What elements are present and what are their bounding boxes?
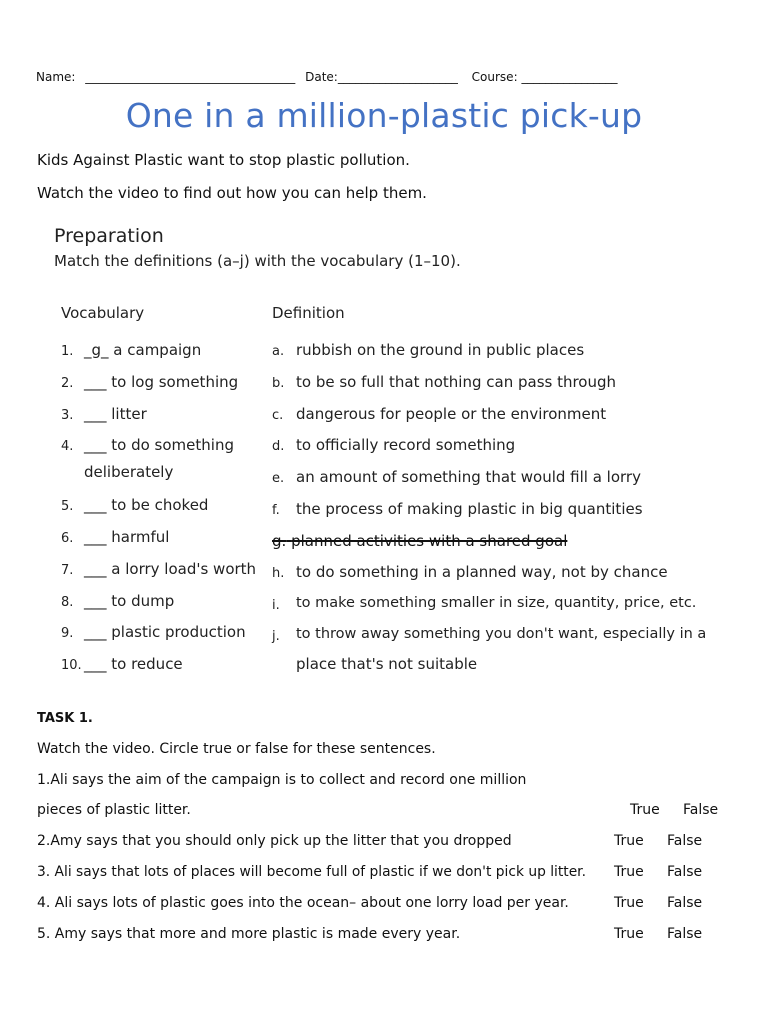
vocabulary-header: Vocabulary (61, 304, 145, 322)
definition-example-struck (272, 532, 567, 550)
vocab-number: 9. (61, 626, 74, 641)
definition-letter: h. (272, 566, 285, 581)
task-title: TASK 1. (37, 711, 93, 726)
false-option[interactable]: False (667, 833, 703, 849)
definition-letter: g. (272, 532, 287, 550)
definition-item: to make something smaller in size, quantity, price, etc. (296, 595, 697, 611)
definition-letter: e. (272, 471, 285, 486)
definition-item: to do something in a planned way, not by chance (296, 563, 668, 581)
definition-item: the process of making plastic in big quantities (296, 500, 643, 518)
preparation-title: Preparation (54, 225, 164, 247)
definition-letter: j. (272, 629, 280, 644)
false-option[interactable]: False (667, 864, 703, 880)
vocab-item: ___ harmful (84, 528, 170, 546)
false-option[interactable]: False (667, 926, 703, 942)
definition-item: to throw away something you don't want, especially in a (296, 626, 707, 642)
definition-item-continued: place that's not suitable (296, 655, 478, 673)
true-option[interactable]: True (614, 895, 644, 911)
vocab-item: ___ to do something (84, 436, 234, 454)
statement-1-line-1: 1.Ali says the aim of the campaign is to collect and record one million (37, 772, 527, 788)
name-field[interactable]: ___________________________________ (85, 70, 296, 84)
definition-header: Definition (272, 304, 345, 322)
true-option[interactable]: True (630, 802, 660, 818)
true-option[interactable]: True (614, 864, 644, 880)
statement-3: 3. Ali says that lots of places will become full of plastic if we don't pick up litter. (37, 864, 586, 880)
vocab-number: 3. (61, 408, 74, 423)
definition-item: to officially record something (296, 436, 516, 454)
student-info-line (36, 70, 617, 84)
vocab-number: 1. (61, 344, 74, 359)
vocab-number: 5. (61, 499, 74, 514)
definition-letter: c. (272, 408, 284, 423)
date-label: Date: (305, 70, 338, 84)
definition-item: planned activities with a shared goal (291, 532, 568, 550)
vocab-number: 10. (61, 658, 82, 673)
vocab-number: 4. (61, 439, 74, 454)
vocab-number: 7. (61, 563, 74, 578)
vocab-item: ___ to be choked (84, 496, 209, 514)
definition-letter: d. (272, 439, 285, 454)
definition-item: to be so full that nothing can pass through (296, 373, 617, 391)
true-option[interactable]: True (614, 926, 644, 942)
definition-letter: i. (272, 598, 280, 613)
definition-item: dangerous for people or the environment (296, 405, 607, 423)
task-instruction: Watch the video. Circle true or false for these sentences. (37, 741, 436, 757)
course-field[interactable]: ________________ (521, 70, 618, 84)
definition-letter: a. (272, 344, 285, 359)
definition-item: rubbish on the ground in public places (296, 341, 585, 359)
vocab-item: ___ plastic production (84, 623, 246, 641)
intro-line-2: Watch the video to find out how you can help them. (37, 184, 427, 202)
statement-4: 4. Ali says lots of plastic goes into the ocean– about one lorry load per year. (37, 895, 569, 911)
vocab-item: ___ to log something (84, 373, 239, 391)
vocab-item-continued: deliberately (84, 463, 174, 481)
definition-item: an amount of something that would fill a lorry (296, 468, 641, 486)
vocab-number: 2. (61, 376, 74, 391)
name-label: Name: (36, 70, 76, 84)
vocab-number: 6. (61, 531, 74, 546)
false-option[interactable]: False (683, 802, 719, 818)
vocab-item: _g_ a campaign (84, 341, 202, 359)
statement-5: 5. Amy says that more and more plastic is made every year. (37, 926, 461, 942)
statement-1-line-2: pieces of plastic litter. (37, 802, 191, 818)
date-field[interactable]: ____________________ (337, 70, 458, 84)
definition-letter: b. (272, 376, 285, 391)
statement-2: 2.Amy says that you should only pick up the litter that you dropped (37, 833, 512, 849)
preparation-instruction: Match the definitions (a–j) with the vocabulary (1–10). (54, 252, 461, 270)
definition-letter: f. (272, 503, 280, 518)
course-label: Course: (471, 70, 518, 84)
intro-line-1: Kids Against Plastic want to stop plastic pollution. (37, 151, 410, 169)
worksheet-title: One in a million-plastic pick-up (125, 96, 643, 135)
vocab-number: 8. (61, 595, 74, 610)
false-option[interactable]: False (667, 895, 703, 911)
vocab-item: ___ a lorry load's worth (84, 560, 257, 578)
vocab-item: ___ to dump (84, 592, 175, 610)
true-option[interactable]: True (614, 833, 644, 849)
vocab-item: ___ to reduce (84, 655, 183, 673)
vocab-item: ___ litter (84, 405, 147, 423)
